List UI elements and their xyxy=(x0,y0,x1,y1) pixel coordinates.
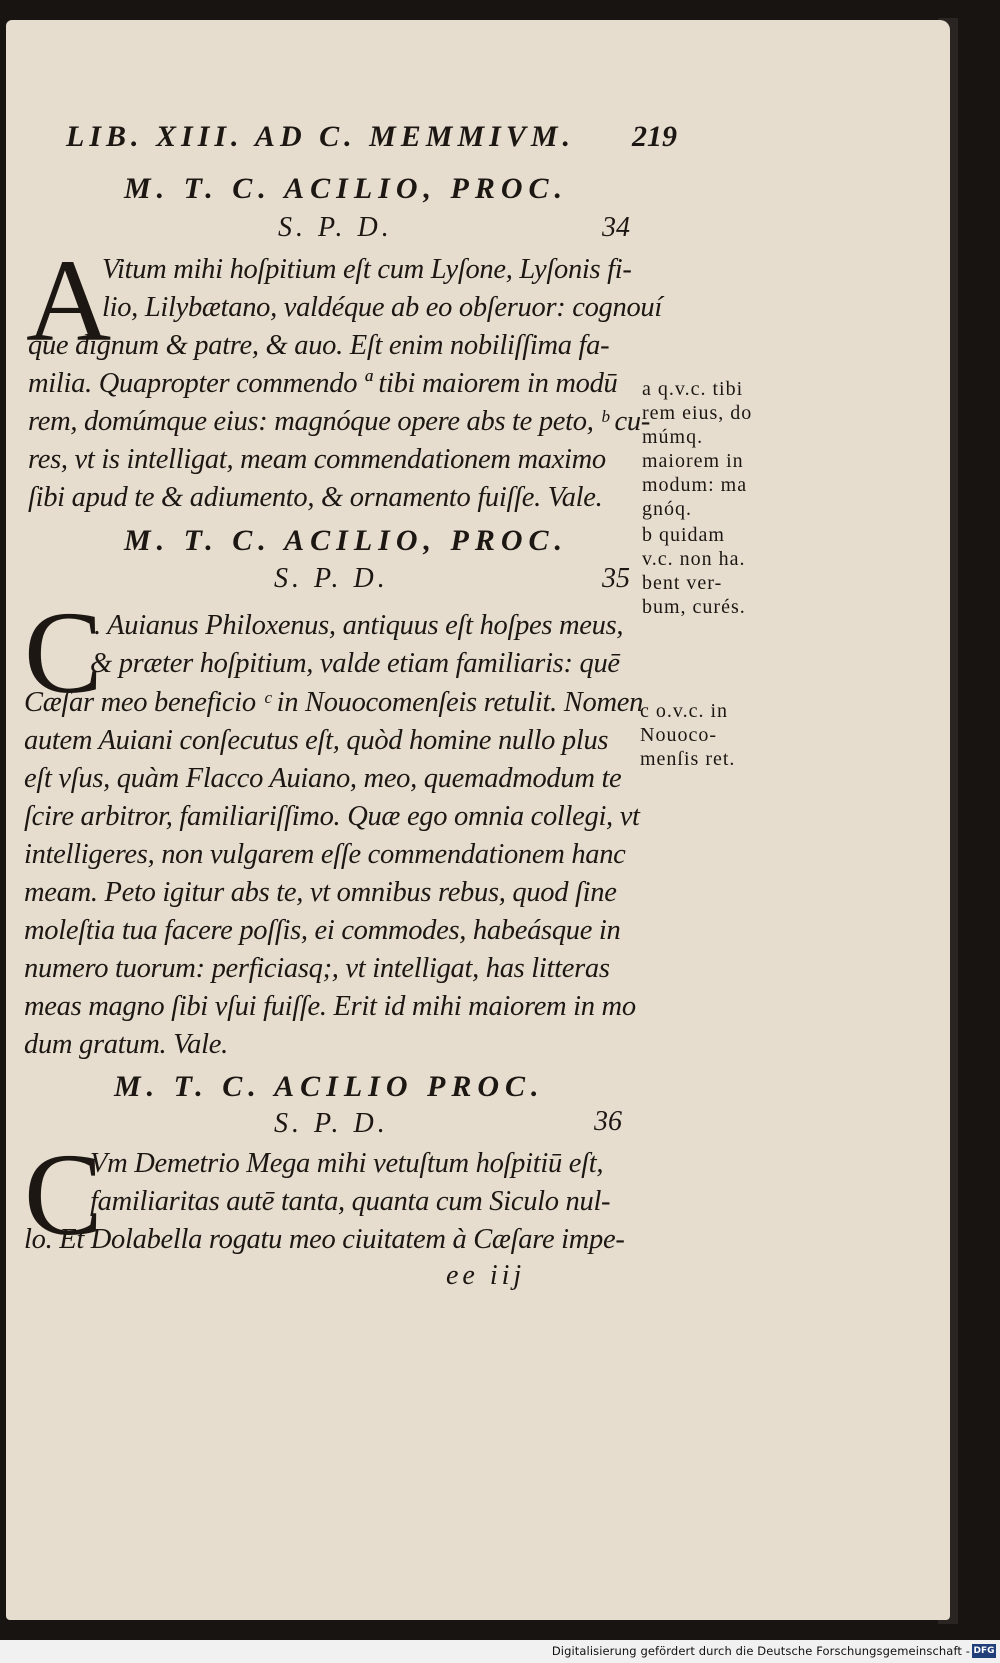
text-line: moleſtia tua facere poſſis, ei commodes, habeásque in xyxy=(24,915,621,946)
footer-credit: Digitalisierung gefördert durch die Deutsche Forschungsgemeinschaft - xyxy=(551,1644,970,1658)
text-line: & præter hoſpitium, valde etiam familiaris: quē xyxy=(90,648,620,679)
letter-number: 36 xyxy=(594,1106,622,1137)
text-line: ſibi apud te & adiumento, & ornamento fuiſſe. Vale. xyxy=(28,482,603,513)
letter-title: M. T. C. ACILIO PROC. xyxy=(114,1070,545,1103)
text-line: milia. Quapropter commendo ª tibi maiorem in modū xyxy=(28,368,618,399)
text-line: Vm Demetrio Mega mihi vetuſtum hoſpitiū eſt, xyxy=(90,1148,604,1179)
marginal-note-line: múmq. xyxy=(642,426,704,448)
letter-salutation: S. P. D. xyxy=(274,1108,389,1139)
marginal-note-line: bum, curés. xyxy=(642,596,746,618)
marginal-note-line: gnóq. xyxy=(642,498,692,520)
letter-title: M. T. C. ACILIO, PROC. xyxy=(124,172,569,205)
drop-cap-initial: A xyxy=(26,235,112,366)
dfg-logo: DFG xyxy=(973,1646,995,1656)
text-line: rem, domúmque eius: magnóque opere abs te peto, ᵇ cu- xyxy=(28,406,651,437)
marginal-note-line: v.c. non ha. xyxy=(642,548,746,570)
text-line: intelligeres, non vulgarem eſſe commendationem hanc xyxy=(24,839,626,870)
letter-salutation: S. P. D. xyxy=(274,563,389,594)
text-line: res, vt is intelligat, meam commendationem maximo xyxy=(28,444,606,475)
letter-salutation: S. P. D. xyxy=(278,212,393,243)
signature-mark: ee iij xyxy=(446,1260,526,1291)
text-line: meam. Peto igitur abs te, vt omnibus rebus, quod ſine xyxy=(24,877,617,908)
running-head: LIB. XIII. AD C. MEMMIVM. xyxy=(66,120,576,153)
text-line: eſt vſus, quàm Flacco Auiano, meo, quemadmodum te xyxy=(24,763,622,794)
marginal-note-line: bent ver- xyxy=(642,572,723,594)
page-number: 219 xyxy=(632,120,677,153)
text-line: ſcire arbitror, familiariſſimo. Quæ ego omnia collegi, vt xyxy=(24,801,640,832)
text-line: Cæſar meo beneficio ᶜ in Nouocomenſeis retulit. Nomen xyxy=(24,687,644,718)
marginal-note-line: c o.v.c. in xyxy=(640,700,729,722)
marginal-note-line: modum: ma xyxy=(642,474,748,496)
marginal-note-line: Nouoco- xyxy=(640,724,717,746)
book-page xyxy=(6,20,950,1620)
text-line: autem Auiani conſecutus eſt, quòd homine nullo plus xyxy=(24,725,609,756)
marginal-note-line: maiorem in xyxy=(642,450,744,472)
text-line: Vitum mihi hoſpitium eſt cum Lyſone, Lyſonis fi- xyxy=(102,254,632,285)
letter-number: 35 xyxy=(602,563,630,594)
text-line: dum gratum. Vale. xyxy=(24,1029,228,1060)
marginal-note-line: rem eius, do xyxy=(642,402,753,424)
text-line: numero tuorum: perficiasq;, vt intelligat, has litteras xyxy=(24,953,610,984)
text-line: . Auianus Philoxenus, antiquus eſt hoſpes meus, xyxy=(94,610,624,641)
marginal-note-line: menſis ret. xyxy=(640,748,736,770)
letter-title: M. T. C. ACILIO, PROC. xyxy=(124,524,569,557)
drop-cap-initial: C xyxy=(24,1129,103,1260)
text-line: meas magno ſibi vſui fuiſſe. Erit id mihi maiorem in mo xyxy=(24,991,636,1022)
letter-number: 34 xyxy=(602,212,630,243)
drop-cap-initial: C xyxy=(24,587,103,718)
text-line: lo. Et Dolabella rogatu meo ciuitatem à Cæſare impe- xyxy=(24,1224,625,1255)
marginal-note-line: b quidam xyxy=(642,524,725,546)
text-line: familiaritas autē tanta, quanta cum Siculo nul- xyxy=(90,1186,611,1217)
text-line: lio, Lilybætano, valdéque ab eo obſeruor: cognouí xyxy=(102,292,662,323)
marginal-note-line: a q.v.c. tibi xyxy=(642,378,744,400)
text-line: que dignum & patre, & auo. Eſt enim nobiliſſima fa- xyxy=(28,330,610,361)
